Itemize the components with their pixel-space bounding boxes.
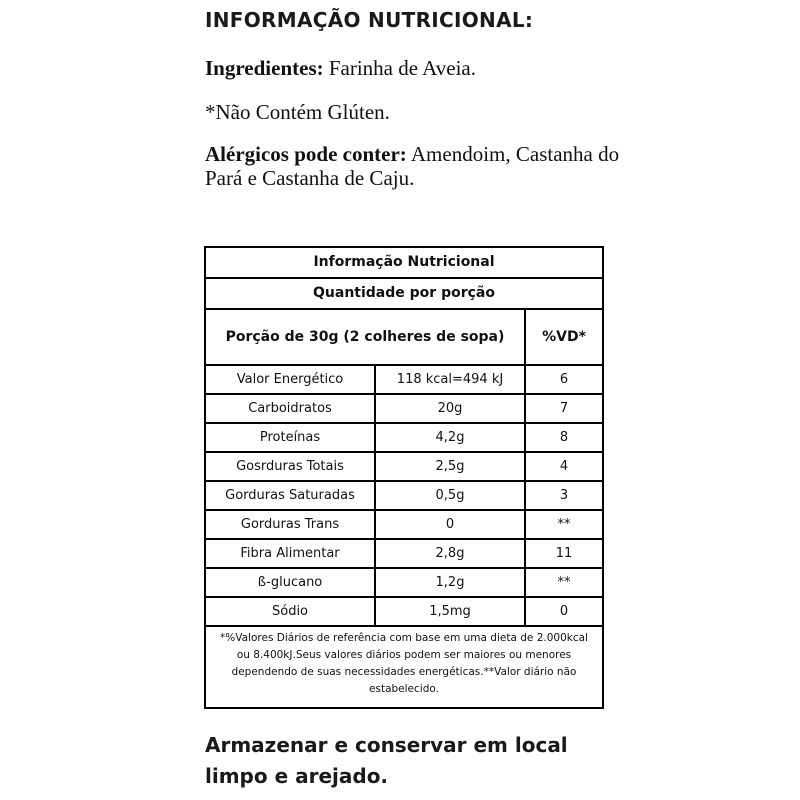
allergens-line — [205, 142, 625, 190]
nutrient-name: Proteínas — [206, 424, 376, 451]
allergens-value: Amendoim, Castanha do Pará e Castanha de Caju. — [205, 142, 620, 190]
table-row — [206, 395, 602, 424]
ingredients-label: Ingredientes: — [205, 56, 324, 80]
portion-label: Porção de 30g (2 colheres de sopa) — [206, 310, 526, 364]
nutrient-name: ß-glucano — [206, 569, 376, 596]
nutrient-amount: 0 — [376, 511, 526, 538]
nutrient-vd: 6 — [559, 372, 569, 387]
ingredients-value: Farinha de Aveia. — [323, 56, 477, 80]
table-row — [206, 424, 602, 453]
nutrient-amount: 1,2g — [376, 569, 526, 596]
ingredients-line — [205, 56, 476, 80]
allergens-label: Alérgicos pode conter: — [205, 142, 407, 166]
nutrient-vd: 7 — [559, 401, 569, 416]
nutrient-vd: 3 — [559, 488, 569, 503]
nutrient-name: Fibra Alimentar — [206, 540, 376, 567]
storage-instructions: Armazenar e conservar em local limpo e arejado. — [205, 733, 568, 788]
nutrient-name: Gorduras Saturadas — [206, 482, 376, 509]
nutrient-vd: ** — [557, 517, 571, 532]
nutrient-amount: 0,5g — [376, 482, 526, 509]
nutrient-amount: 118 kcal=494 kJ — [376, 366, 526, 393]
table-subtitle: Quantidade por porção — [206, 279, 602, 310]
page-heading: INFORMAÇÃO NUTRICIONAL: — [205, 8, 534, 32]
table-title: Informação Nutricional — [206, 248, 602, 279]
nutrient-name: Gorduras Trans — [206, 511, 376, 538]
portion-row — [206, 310, 602, 366]
nutrient-name: Carboidratos — [206, 395, 376, 422]
table-row — [206, 598, 602, 627]
nutrient-vd: 4 — [559, 459, 569, 474]
nutrient-vd: 8 — [559, 430, 569, 445]
table-row — [206, 366, 602, 395]
nutrient-vd: ** — [557, 575, 571, 590]
table-footnote: *%Valores Diários de referência com base em uma dieta de 2.000kcal ou 8.400kJ.Seus valores diários podem ser maiores ou menores dependendo de suas necessidades energéticas.**Valor diário não estabelecido. — [220, 632, 588, 695]
table-row — [206, 540, 602, 569]
nutrient-name: Sódio — [206, 598, 376, 625]
nutrient-vd: 0 — [559, 604, 569, 619]
gluten-note: *Não Contém Glúten. — [205, 100, 390, 124]
nutrient-amount: 2,5g — [376, 453, 526, 480]
table-row — [206, 453, 602, 482]
nutrient-name: Gosrduras Totais — [206, 453, 376, 480]
nutrient-amount: 4,2g — [376, 424, 526, 451]
nutrient-amount: 2,8g — [376, 540, 526, 567]
table-row — [206, 569, 602, 598]
vd-header: %VD* — [542, 329, 586, 345]
nutrient-amount: 20g — [376, 395, 526, 422]
nutrition-table — [204, 246, 604, 709]
nutrient-vd: 11 — [555, 546, 573, 561]
table-row — [206, 511, 602, 540]
table-row — [206, 482, 602, 511]
nutrient-name: Valor Energético — [206, 366, 376, 393]
nutrient-amount: 1,5mg — [376, 598, 526, 625]
